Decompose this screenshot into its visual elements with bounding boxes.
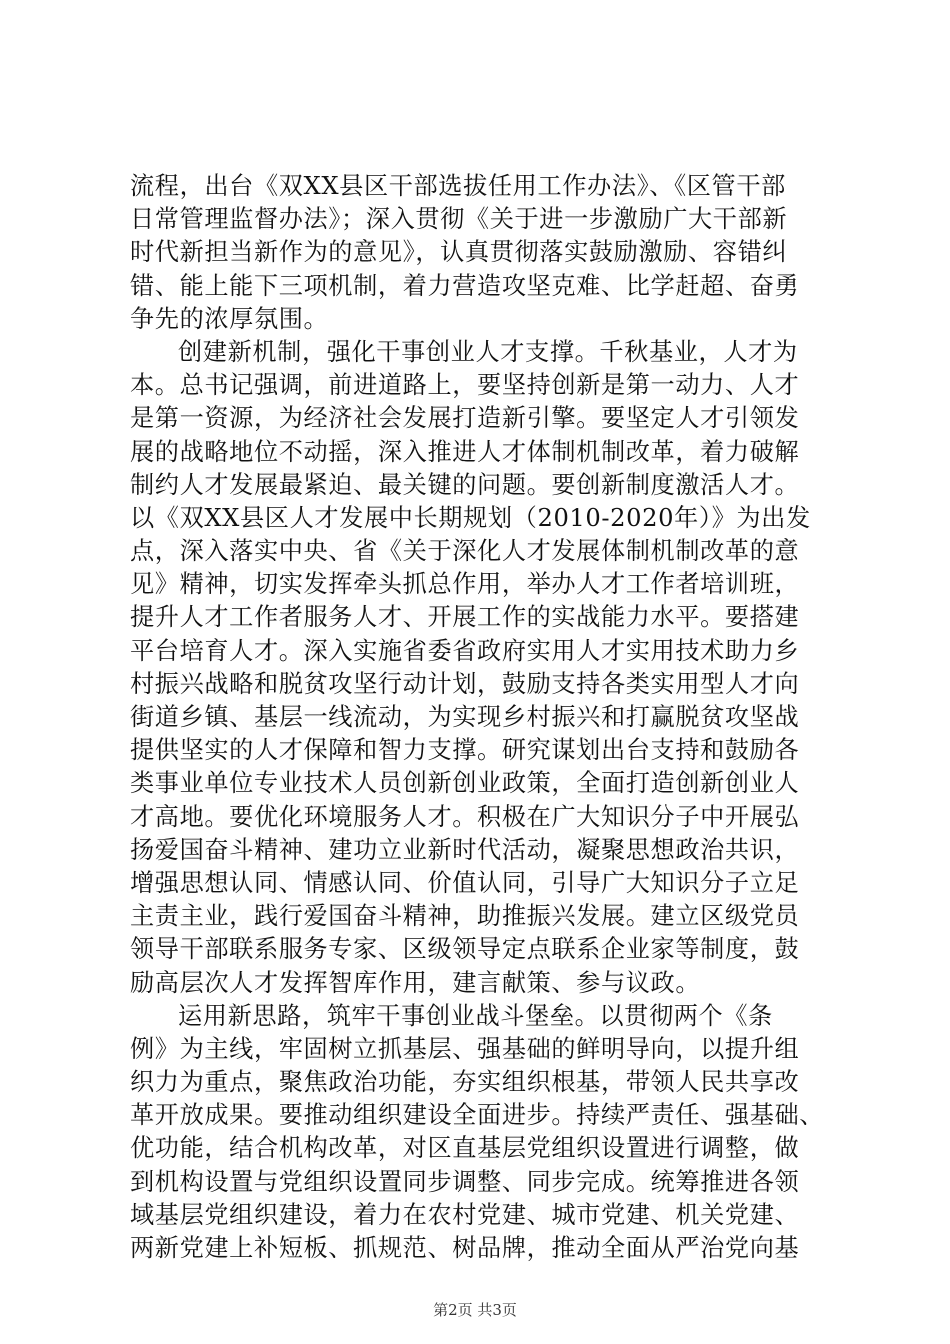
- text-line: 扬爱国奋斗精神、建功立业新时代活动，凝聚思想政治共识，: [130, 835, 800, 864]
- text-line: 时代新担当新作为的意见》，认真贯彻落实鼓励激励、容错纠: [130, 238, 788, 267]
- text-line: 域基层党组织建设，着力在农村党建、城市党建、机关党建、: [130, 1200, 800, 1229]
- text-line: 才高地。要优化环境服务人才。积极在广大知识分子中开展弘: [130, 802, 800, 831]
- text-line: 流程，出台《双XX县区干部选拔任用工作办法》、《区管干部: [130, 172, 786, 200]
- text-line: 展的战略地位不动摇，深入推进人才体制机制改革，着力破解: [130, 437, 800, 466]
- text-line: 是第一资源，为经济社会发展打造新引擎。要坚定人才引领发: [130, 404, 800, 433]
- text-line: 见》精神，切实发挥牵头抓总作用，举办人才工作者培训班，: [130, 570, 800, 599]
- text-line: 革开放成果。要推动组织建设全面进步。持续严责任、强基础、: [130, 1101, 825, 1130]
- text-line: 励高层次人才发挥智库作用，建言献策、参与议政。: [130, 968, 701, 997]
- body-text: [130, 170, 835, 1265]
- text-line: 织力为重点，聚焦政治功能，夯实组织根基，带领人民共享改: [130, 1068, 800, 1097]
- text-line: 点，深入落实中央、省《关于深化人才发展体制机制改革的意: [130, 537, 800, 566]
- text-line: 平台培育人才。深入实施省委省政府实用人才实用技术助力乡: [130, 636, 800, 665]
- text-line: 错、能上能下三项机制，着力营造攻坚克难、比学赶超、奋勇: [130, 271, 800, 300]
- text-line: 本。总书记强调，前进道路上，要坚持创新是第一动力、人才: [130, 371, 800, 400]
- text-line: 两新党建上补短板、抓规范、树品牌，推动全面从严治党向基: [130, 1234, 800, 1262]
- text-line: 争先的浓厚氛围。: [130, 304, 329, 333]
- text-line: 到机构设置与党组织设置同步调整、同步完成。统筹推进各领: [130, 1167, 800, 1196]
- text-line: 主责主业，践行爱国奋斗精神，助推振兴发展。建立区级党员: [130, 902, 800, 931]
- text-line: 类事业单位专业技术人员创新创业政策，全面打造创新创业人: [130, 769, 800, 798]
- text-line: 创建新机制，强化干事创业人才支撑。千秋基业，人才为: [178, 337, 798, 366]
- text-line: 运用新思路，筑牢干事创业战斗堡垒。以贯彻两个《条: [178, 1001, 773, 1030]
- page-footer: 第2页 共3页: [433, 1301, 517, 1319]
- text-line: 日常管理监督办法》；深入贯彻《关于进一步激励广大干部新: [130, 205, 788, 234]
- text-line: 例》为主线，牢固树立抓基层、强基础的鲜明导向，以提升组: [130, 1034, 800, 1063]
- text-line: 制约人才发展最紧迫、最关键的问题。要创新制度激活人才。: [130, 470, 800, 499]
- text-line: 提供坚实的人才保障和智力支撑。研究谋划出台支持和鼓励各: [130, 736, 800, 765]
- text-line: 优功能，结合机构改革，对区直基层党组织设置进行调整，做: [130, 1134, 800, 1163]
- text-line: 村振兴战略和脱贫攻坚行动计划，鼓励支持各类实用型人才向: [130, 669, 800, 698]
- text-line: 提升人才工作者服务人才、开展工作的实战能力水平。要搭建: [130, 603, 800, 632]
- text-line: 领导干部联系服务专家、区级领导定点联系企业家等制度，鼓: [130, 935, 800, 964]
- text-line: 街道乡镇、基层一线流动，为实现乡村振兴和打赢脱贫攻坚战: [130, 703, 800, 731]
- text-line: 增强思想认同、情感认同、价值认同，引导广大知识分子立足: [130, 868, 800, 897]
- text-line: 以《双XX县区人才发展中长期规划（2010-2020年）》为出发: [130, 503, 811, 532]
